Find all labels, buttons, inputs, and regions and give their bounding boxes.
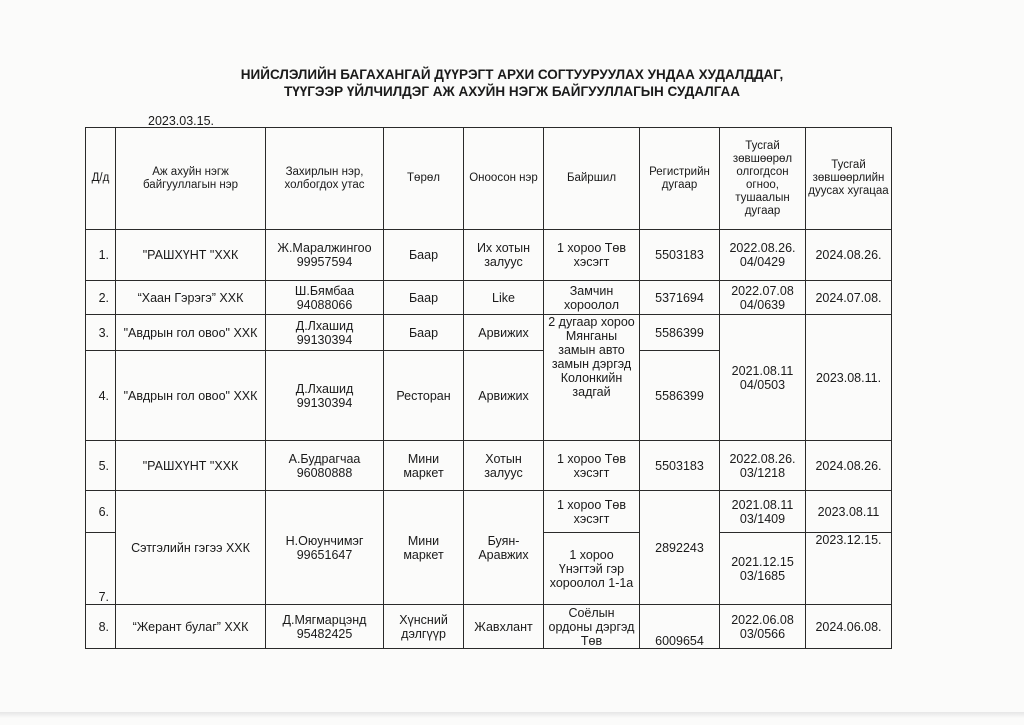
- business-type: Хүнсний дэлгүүр: [384, 605, 464, 649]
- manager: Ш.Бямбаа 94088066: [266, 281, 384, 315]
- location: 1 хороо Үнэгтэй гэр хороолол 1-1а: [544, 533, 640, 605]
- document-title: [0, 66, 1024, 100]
- table-row: [86, 441, 892, 491]
- reg-number: 5503183: [640, 441, 720, 491]
- reg-number: 5586399: [640, 351, 720, 441]
- brand-name: Хотын залуус: [464, 441, 544, 491]
- org-name: “Хаан Гэрэгэ” ХХК: [116, 281, 266, 315]
- row-num: 5.: [86, 441, 116, 491]
- expiry: 2024.08.26.: [806, 441, 892, 491]
- org-name: "Авдрын гол овоо" ХХК: [116, 315, 266, 351]
- row-num: 8.: [86, 605, 116, 649]
- reg-number: 5586399: [640, 315, 720, 351]
- header-name: Оноосон нэр: [464, 128, 544, 230]
- brand-name: Жавхлант: [464, 605, 544, 649]
- license: 2022.07.08 04/0639: [720, 281, 806, 315]
- business-type: Мини маркет: [384, 441, 464, 491]
- org-name: Сэтгэлийн гэгээ ХХК: [116, 491, 266, 605]
- location: 1 хороо Төв хэсэгт: [544, 230, 640, 281]
- license: 2022.08.26. 04/0429: [720, 230, 806, 281]
- manager: А.Будрагчаа 96080888: [266, 441, 384, 491]
- survey-table: [85, 127, 892, 649]
- page-edge-shadow: [0, 712, 1024, 718]
- table-row: [86, 605, 892, 649]
- license: 2021.08.11 03/1409: [720, 491, 806, 533]
- location: 2 дугаар хороо Мянганы замын авто замын дэргэд Колонкийн задгай: [544, 315, 640, 441]
- location: 1 хороо Төв хэсэгт: [544, 491, 640, 533]
- header-reg: Регистрийн дугаар: [640, 128, 720, 230]
- row-num: 7.: [86, 533, 116, 605]
- org-name: "РАШХҮНТ "ХХК: [116, 230, 266, 281]
- title-line-1: НИЙСЛЭЛИЙН БАГАХАНГАЙ ДҮҮРЭГТ АРХИ СОГТУУРУУЛАХ УНДАА ХУДАЛДДАГ,: [240, 67, 784, 82]
- location: Замчин хороолол: [544, 281, 640, 315]
- row-num: 2.: [86, 281, 116, 315]
- business-type: Мини маркет: [384, 491, 464, 605]
- business-type: Ресторан: [384, 351, 464, 441]
- brand-name: Арвижих: [464, 315, 544, 351]
- brand-name: Буян-Аравжих: [464, 491, 544, 605]
- header-num: Д/д: [86, 128, 116, 230]
- expiry: 2023.12.15.: [806, 533, 892, 605]
- table-row: [86, 491, 892, 533]
- expiry: 2024.06.08.: [806, 605, 892, 649]
- reg-number: 6009654: [640, 605, 720, 649]
- manager: Н.Оюунчимэг 99651647: [266, 491, 384, 605]
- license: 2022.08.26. 03/1218: [720, 441, 806, 491]
- manager: Д.Мягмарцэнд 95482425: [266, 605, 384, 649]
- reg-number: 2892243: [640, 491, 720, 605]
- manager: Ж.Маралжингоо 99957594: [266, 230, 384, 281]
- org-name: "Авдрын гол овоо" ХХК: [116, 351, 266, 441]
- brand-name: Арвижих: [464, 351, 544, 441]
- header-manager: Захирлын нэр, холбогдох утас: [266, 128, 384, 230]
- title-line-2: ТҮҮГЭЭР ҮЙЛЧИЛДЭГ АЖ АХУЙН НЭГЖ БАЙГУУЛЛАГЫН СУДАЛГАА: [283, 84, 741, 99]
- header-org: Аж ахуйн нэгж байгууллагын нэр: [116, 128, 266, 230]
- row-num: 3.: [86, 315, 116, 351]
- reg-number: 5371694: [640, 281, 720, 315]
- manager: Д.Лхашид 99130394: [266, 315, 384, 351]
- row-num: 1.: [86, 230, 116, 281]
- license: 2022.06.08 03/0566: [720, 605, 806, 649]
- location: 1 хороо Төв хэсэгт: [544, 441, 640, 491]
- expiry: 2024.08.26.: [806, 230, 892, 281]
- table-row: [86, 315, 892, 351]
- business-type: Баар: [384, 230, 464, 281]
- brand-name: Их хотын залуус: [464, 230, 544, 281]
- row-num: 4.: [86, 351, 116, 441]
- expiry: 2024.07.08.: [806, 281, 892, 315]
- header-license: Тусгай зөвшөөрөл олгогдсон огноо, тушаалын дугаар: [720, 128, 806, 230]
- business-type: Баар: [384, 281, 464, 315]
- license: 2021.12.15 03/1685: [720, 533, 806, 605]
- manager: Д.Лхашид 99130394: [266, 351, 384, 441]
- document-date: 2023.03.15.: [148, 114, 215, 128]
- table-row: [86, 230, 892, 281]
- table-row: [86, 281, 892, 315]
- header-expiry: Тусгай зөвшөөрлийн дуусах хугацаа: [806, 128, 892, 230]
- license: 2021.08.11 04/0503: [720, 315, 806, 441]
- header-location: Байршил: [544, 128, 640, 230]
- reg-number: 5503183: [640, 230, 720, 281]
- row-num: 6.: [86, 491, 116, 533]
- org-name: "РАШХҮНТ "ХХК: [116, 441, 266, 491]
- business-type: Баар: [384, 315, 464, 351]
- expiry: 2023.08.11.: [806, 315, 892, 441]
- header-row: [86, 128, 892, 230]
- location: Соёлын ордоны дэргэд Төв: [544, 605, 640, 649]
- org-name: “Жерант булаг” ХХК: [116, 605, 266, 649]
- expiry: 2023.08.11: [806, 491, 892, 533]
- header-type: Төрөл: [384, 128, 464, 230]
- brand-name: Like: [464, 281, 544, 315]
